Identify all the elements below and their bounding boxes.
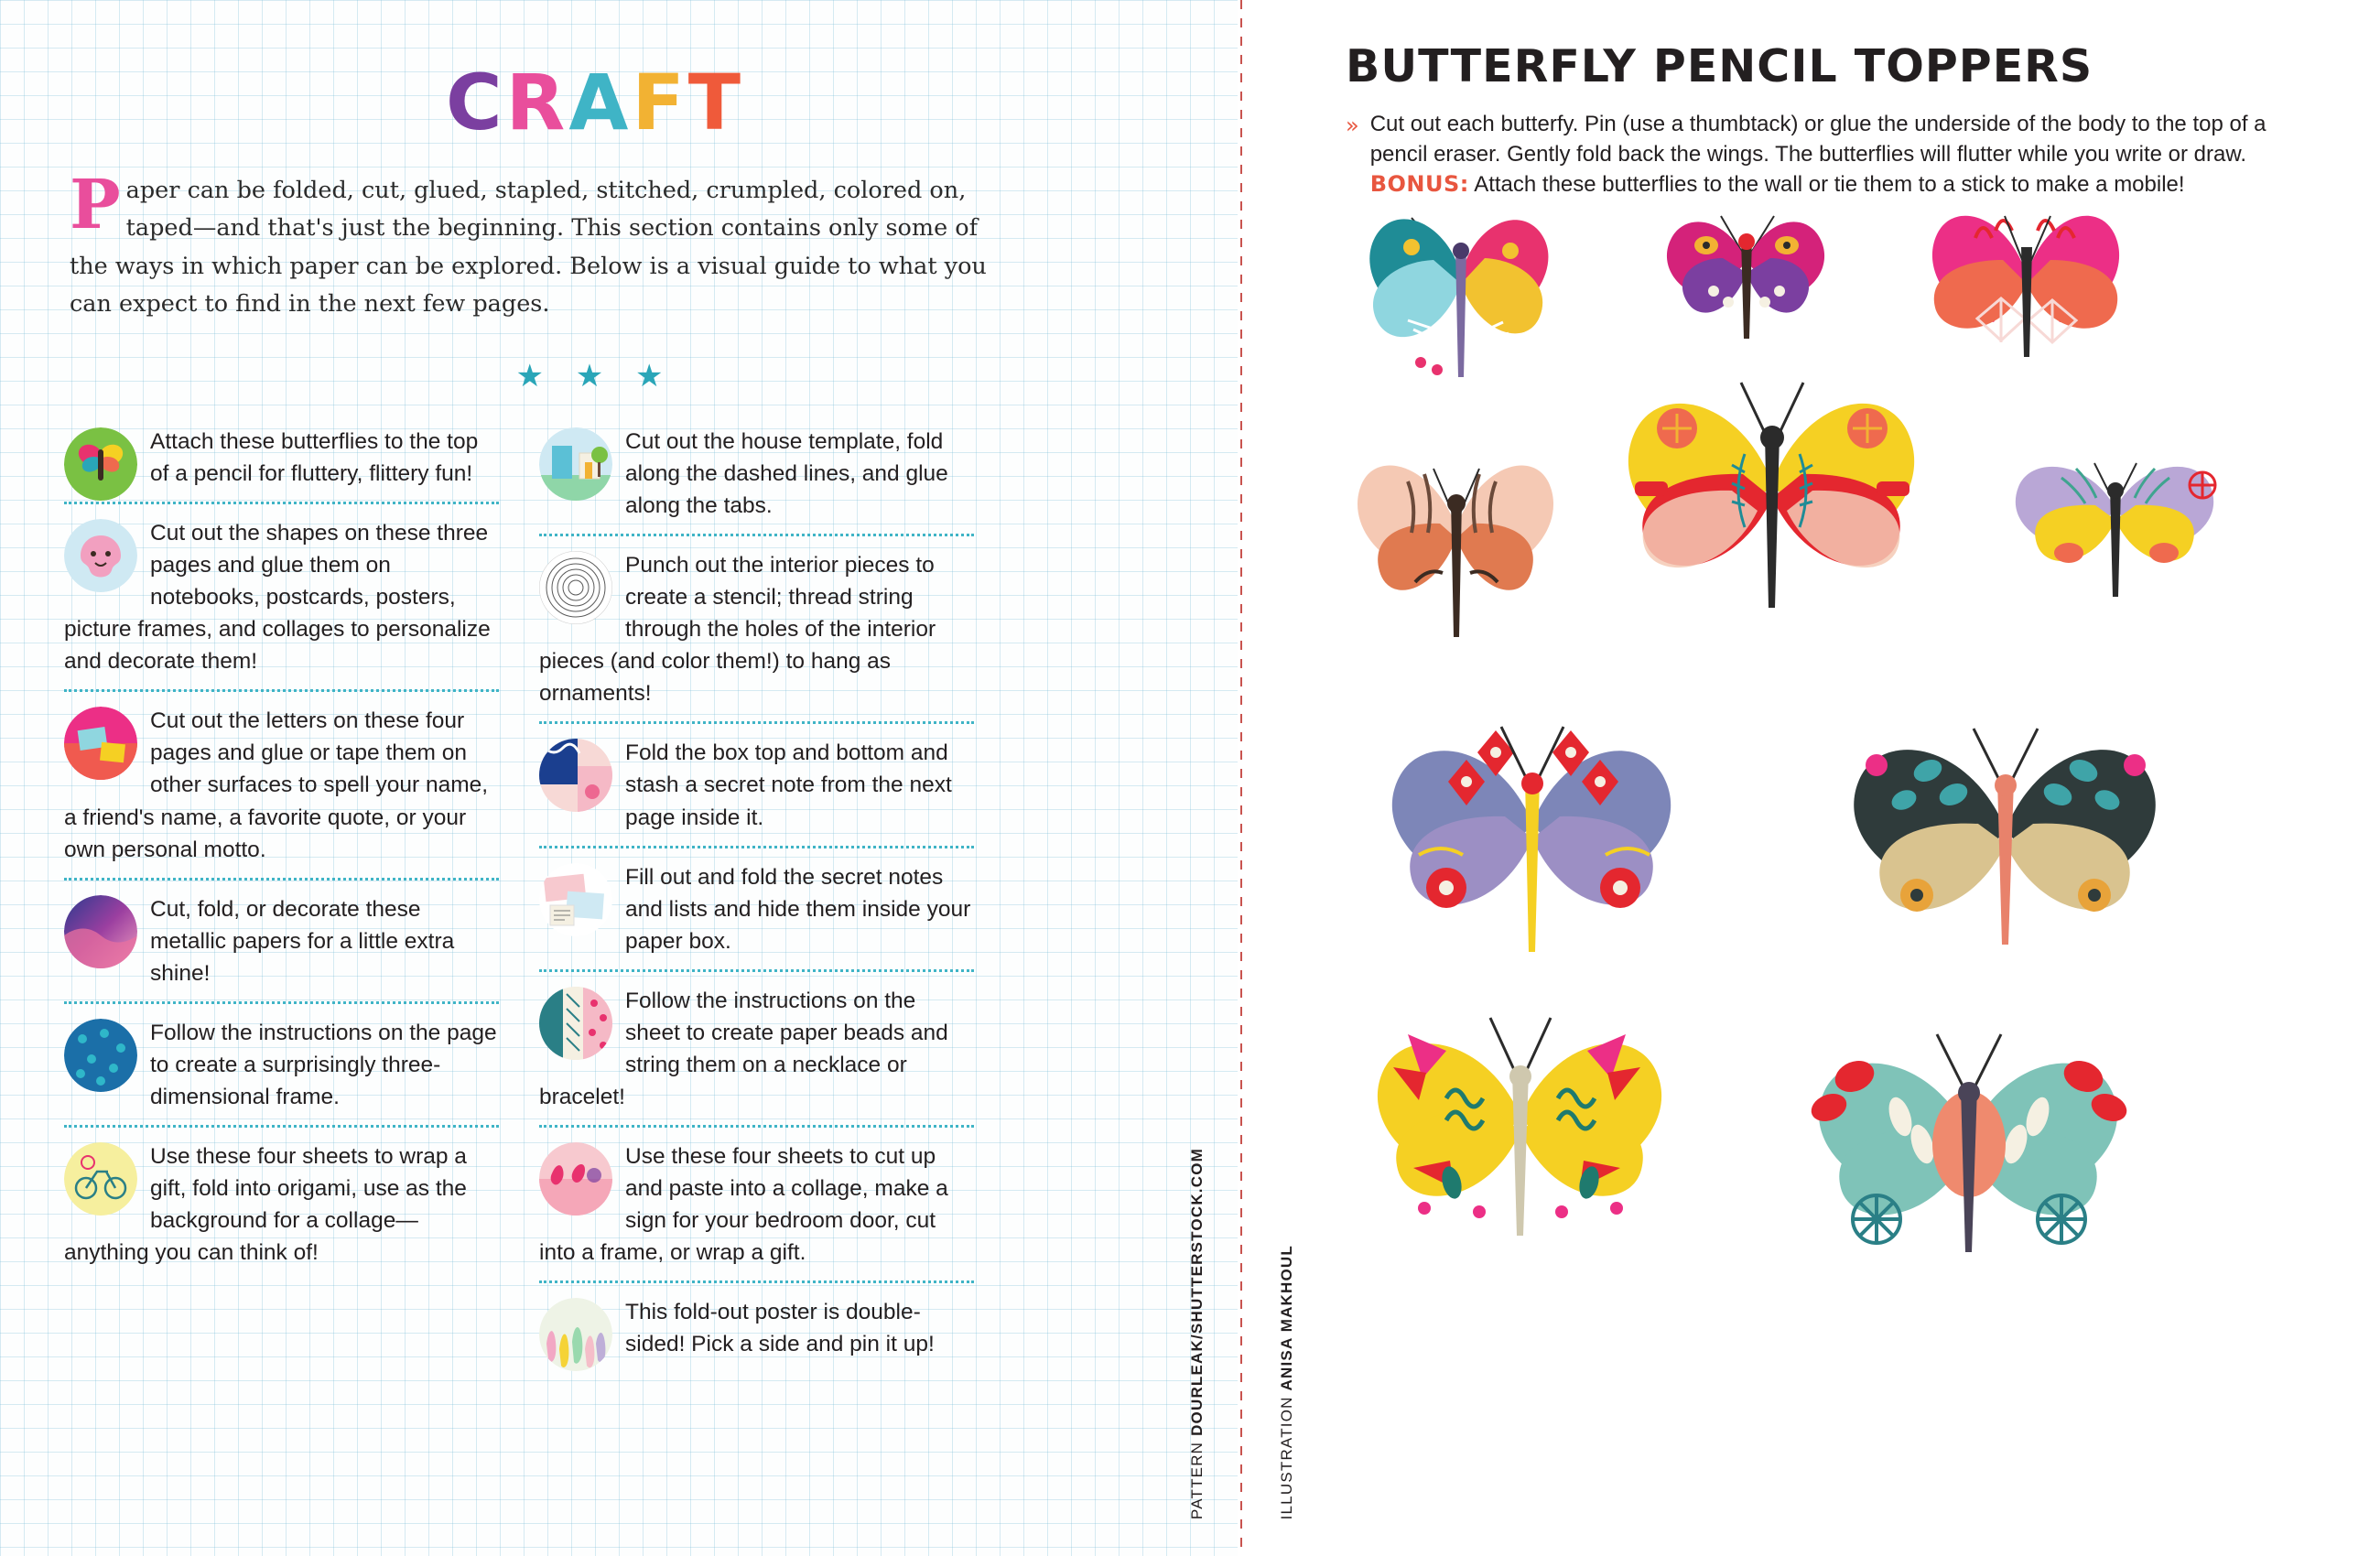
star-divider: ★ ★ ★ (515, 358, 675, 395)
list-item-text: Cut, fold, or decorate these metallic papers for a little extra shine! (150, 896, 455, 986)
bonus-label: BONUS: (1369, 171, 1469, 198)
page-gutter-dashed-line (1238, 0, 1245, 1556)
butterfly-illustration-grid (1324, 183, 2331, 1501)
guide-column-right (539, 426, 974, 1388)
list-item (64, 426, 499, 504)
list-item-text: Use these four sheets to cut up and paste into a collage, make a sign for your bedroom door, cut into a frame, or wrap a gift. (539, 1143, 948, 1265)
title-letter-r: R (505, 58, 569, 147)
list-item (539, 737, 974, 848)
title-letter-f: F (632, 58, 688, 147)
butterfly-teal-coral (1754, 1007, 2184, 1313)
pattern-credit-name: DOURLEAK/SHUTTERSTOCK.COM (1188, 1147, 1206, 1436)
guide-column-left (64, 426, 499, 1388)
page-title (64, 58, 1126, 147)
list-item-text: Cut out the house template, fold along the dashed lines, and glue along the tabs. (625, 429, 948, 519)
notes-thumb (539, 863, 612, 936)
illustration-credit-name: ANISA MAKHOUL (1278, 1244, 1295, 1391)
butterfly-yellow-red (1571, 346, 1974, 680)
list-item-text: This fold-out poster is double-sided! Pick a side and pin it up! (625, 1299, 935, 1356)
stars-frame-thumb (64, 1019, 137, 1092)
list-item (64, 705, 499, 880)
list-item (64, 517, 499, 692)
guide-columns (64, 426, 1126, 1388)
stencil-thumb (539, 551, 612, 624)
list-item-text: Use these four sheets to wrap a gift, fold into origami, use as the background for a collage—anything you can think of! (64, 1143, 467, 1265)
pattern-credit-prefix: PATTERN (1188, 1435, 1206, 1519)
collage-thumb (539, 1142, 612, 1216)
butterfly-peach-stripes (1324, 427, 1589, 678)
illustration-credit-prefix: ILLUSTRATION (1278, 1390, 1295, 1519)
list-item (539, 1140, 974, 1283)
list-item-text: Punch out the interior pieces to create a stencil; thread string through the holes of the interior pieces (and color them!) to hang as ornaments! (539, 553, 936, 707)
list-item (64, 893, 499, 1004)
intro-paragraph (64, 166, 1126, 323)
list-item-text: Follow the instructions on the page to create a surprisingly three-dimensional frame. (150, 1020, 497, 1109)
list-item (64, 1140, 499, 1283)
title-letter-t: T (687, 58, 745, 147)
octopus-thumb (64, 519, 137, 592)
section-title: BUTTERFLY PENCIL TOPPERS (1346, 40, 2093, 92)
title-letter-a: A (568, 58, 633, 147)
list-item (539, 985, 974, 1128)
chevron-right-icon: » (1346, 113, 1359, 138)
butterfly-dark-teal (1809, 692, 2202, 1017)
intro-text: aper can be folded, cut, glued, stapled, stitched, crumpled, colored on, taped—and that's just the beginning. This section contains only some of the ways in which paper can be explored. Below is a visual guide to what you can expect to find in the next few pages. (70, 177, 987, 318)
list-item (539, 861, 974, 972)
butterfly-lavender-mint (1974, 436, 2257, 642)
metallic-thumb (64, 895, 137, 968)
box-thumb (539, 739, 612, 812)
list-item-text: Fold the box top and bottom and stash a secret note from the next page inside it. (625, 740, 952, 830)
letters-thumb (64, 707, 137, 780)
list-item (539, 426, 974, 536)
title-letter-c: C (445, 58, 506, 147)
list-item (539, 549, 974, 724)
right-page (1245, 0, 2380, 1556)
butterfly-blue-diamond (1340, 696, 1725, 1011)
drop-cap: P (70, 166, 121, 244)
instruction-text-part2: Attach these butterflies to the wall or tie them to a stick to make a mobile! (1468, 172, 2185, 198)
list-item-text: Follow the instructions on the sheet to create paper beads and string them on a necklace or bracelet! (539, 988, 948, 1109)
list-item-text: Cut out the letters on these four pages and glue or tape them on other surfaces to spell your name, a friend's name, a favorite quote, or your own personal motto. (64, 708, 489, 862)
list-item-text: Attach these butterflies to the top of a pencil for fluttery, flittery fun! (150, 429, 479, 487)
right-page-content (1346, 40, 2316, 200)
list-item-text: Fill out and fold the secret notes and lists and hide them inside your paper box. (625, 864, 971, 954)
list-item-text: Cut out the shapes on these three pages and glue them on notebooks, postcards, posters, picture frames, and collages to personalize and decorate them! (64, 521, 491, 675)
list-item (64, 1017, 499, 1128)
house-thumb (539, 427, 612, 501)
butterfly-teal-pink (1324, 183, 1598, 453)
illustration-credit (1278, 1245, 1296, 1519)
butterfly-yellow-swirl (1324, 989, 1717, 1295)
beads-thumb (539, 987, 612, 1060)
butterflies-thumb (64, 427, 137, 501)
poster-thumb (539, 1298, 612, 1371)
bicycle-thumb (64, 1142, 137, 1216)
instruction-text-part1: Cut out each butterfy. Pin (use a thumbtack) or glue the underside of the body to the top of a pencil eraser. Gently fold back the wings. The butterflies will flutter while you write or draw. (1369, 112, 2266, 167)
list-item (539, 1296, 974, 1375)
left-page-content (64, 37, 1126, 1388)
pattern-credit (1188, 1148, 1206, 1519)
